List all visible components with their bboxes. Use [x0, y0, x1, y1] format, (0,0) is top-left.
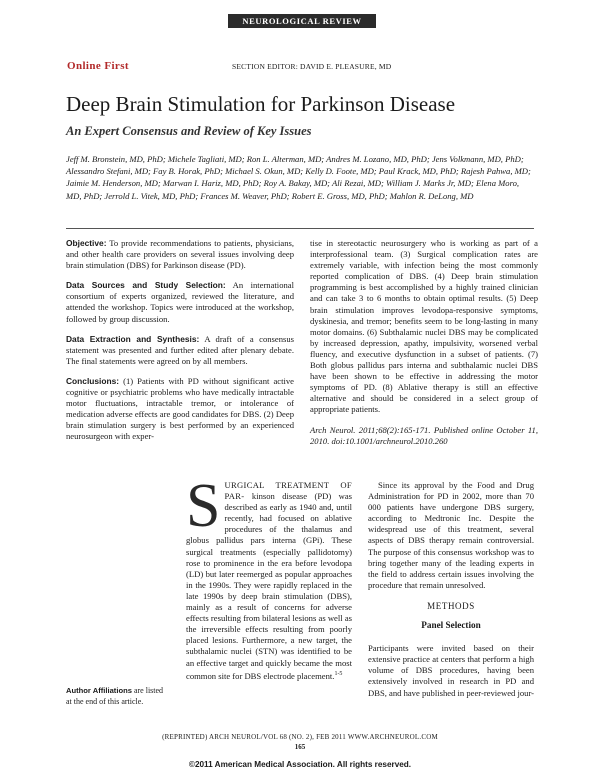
- copyright-notice: ©2011 American Medical Association. All rights reserved.: [188, 760, 412, 769]
- extraction-label: Data Extraction and Synthesis:: [66, 333, 200, 344]
- article-subtitle: An Expert Consensus and Review of Key Issues: [66, 124, 312, 138]
- body-column-1: [186, 472, 352, 682]
- conclusions-text-a: (1) Patients with PD without significant active cognitive or psychiatric problems who have medically intractable motor fluctuations, intractable tremor, or intolerance of medication adverse effects are good candidates for DBS. (2) Deep brain stimulation surgery is best performed by an experienced neurosurgeon with exper-: [66, 375, 294, 442]
- affiliations-text: are listed at the end of this article.: [66, 686, 164, 706]
- objective-text: To provide recommendations to patients, physicians, and other health care providers on several issues involving deep brain stimulation (DBS) for Parkinson disease (PD).: [66, 238, 294, 271]
- body-col2-text: Since its approval by the Food and Drug Administration for PD in 2002, more than 70 000 patients have undergone DBS surgery, according to Medtronic Inc. Despite the widespread use of this treatment, several aspects of DBS therapy remain controversial. The purpose of this consensus workshop was to bring together many of the leading experts in the field to address certain issues involving the procedure that remain unresolved.: [368, 480, 534, 590]
- author-list: Jeff M. Bronstein, MD, PhD; Michele Tagliati, MD; Ron L. Alterman, MD; Andres M. Lozano, MD, PhD; Jens Volkmann, MD, PhD; Alessandro Stefani, MD; Fay B. Horak, PhD; Michael S. Okun, MD; Kelly D. Foote, MD; Paul Krack, MD, PhD; Rajesh Pahwa, MD; Jaimie M. Henderson, MD; Marwan I. Hariz, MD, PhD; Roy A. Bakay, MD; Ali Rezai, MD; William J. Marks Jr, MD; Elena Moro, MD, PhD; Jerrold L. Vitek, MD, PhD; Frances M. Weaver, PhD; Robert E. Gross, MD, PhD; Mahlon R. DeLong, MD: [66, 154, 531, 201]
- sources-label: Data Sources and Study Selection:: [66, 280, 226, 291]
- abstract-sources: [66, 280, 294, 324]
- section-banner: NEUROLOGICAL REVIEW: [228, 14, 376, 28]
- online-first-label: Online First: [67, 60, 129, 72]
- lead-smallcaps: URGICAL TREATMENT OF PAR-: [224, 480, 352, 502]
- drop-cap: S: [186, 472, 221, 540]
- panel-selection-heading: Panel Selection: [421, 620, 481, 631]
- affiliations-label: Author Affiliations: [66, 686, 132, 695]
- body-column-2: [368, 480, 534, 699]
- abstract-right-column: [310, 238, 538, 456]
- body-col2-text-b: Participants were invited based on their extensive practice at centers that perform a high volume of DBS procedures, having been extensively involved in research in PD and DBS, and have published in peer-reviewed jour-: [368, 643, 534, 698]
- abstract-extraction: [66, 334, 294, 367]
- body-col1-text: kinson disease (PD) was described as early as 1940 and, until recently, had focused on ablative procedures of the thalamus and globus pallidus pars interna (GPi). These surgical treatments (especially pallidotomy) rose to prominence in the era before levodopa (LD) but later reemerged as popular approaches in the 1990s. They were rapidly replaced in the late 1990s by deep brain stimulation (DBS), mainly as a result of concerns for adverse effects resulting from bilateral lesions as well as the irreversible effects resulting from poorly placed lesions. Furthermore, a new target, the subthalamic nuclei (STN) was identified to be an effective target and quickly became the most common site for DBS electrode placement.: [186, 491, 352, 681]
- article-title: Deep Brain Stimulation for Parkinson Disease: [66, 92, 456, 116]
- objective-label: Objective:: [66, 238, 107, 248]
- journal-footer: (REPRINTED) ARCH NEUROL/VOL 68 (NO. 2), FEB 2011 WWW.ARCHNEUROL.COM: [162, 733, 438, 741]
- divider: [66, 228, 534, 229]
- methods-heading: METHODS: [427, 600, 475, 611]
- extraction-text: A draft of a consensus statement was presented and further edited after plenary debate. The final statements were agreed on by all members.: [66, 333, 294, 366]
- article-citation: Arch Neurol. 2011;68(2):165-171. Published online October 11, 2010. doi:10.1001/archneurol.2010.260: [310, 424, 538, 446]
- abstract-conclusions: [66, 376, 294, 443]
- sources-text: An international consortium of experts organized, reviewed the literature, and attended the workshop. Topics were introduced at the workshop, followed by group discussion.: [66, 280, 294, 324]
- reference-superscript: 1-5: [334, 670, 343, 677]
- section-editor: SECTION EDITOR: DAVID E. PLEASURE, MD: [232, 62, 392, 71]
- conclusions-label: Conclusions:: [66, 375, 120, 386]
- author-affiliations: [66, 686, 166, 707]
- abstract-left-column: [66, 238, 294, 452]
- conclusions-text-b: tise in stereotactic neurosurgery who is working as part of a interprofessional team. (3) Surgical complication rates are extremely variable, with infection being the most commonly reported complication of DBS. (4) Deep brain stimulation programming is best accomplished by a highly trained clinician and can take 3 to 6 months to obtain optimal results. (5) Deep brain stimulation improves levodopa-responsive symptoms, dyskinesia, and tremor; benefits seem to be long-lasting in many motor domains. (6) Subthalamic nuclei DBS may be complicated by increased depression, apathy, impulsivity, worsened verbal fluency, and executive dysfunction in a subset of patients. (7) Both globus pallidus pars interna and subthalamic nuclei DBS have been shown to be effective in addressing the motor symptoms of PD. (8) Ablative therapy is still an effective alternative and should be considered in a select group of appropriate patients.: [310, 238, 538, 415]
- abstract-objective: [66, 238, 294, 271]
- page-number: 165: [294, 743, 306, 751]
